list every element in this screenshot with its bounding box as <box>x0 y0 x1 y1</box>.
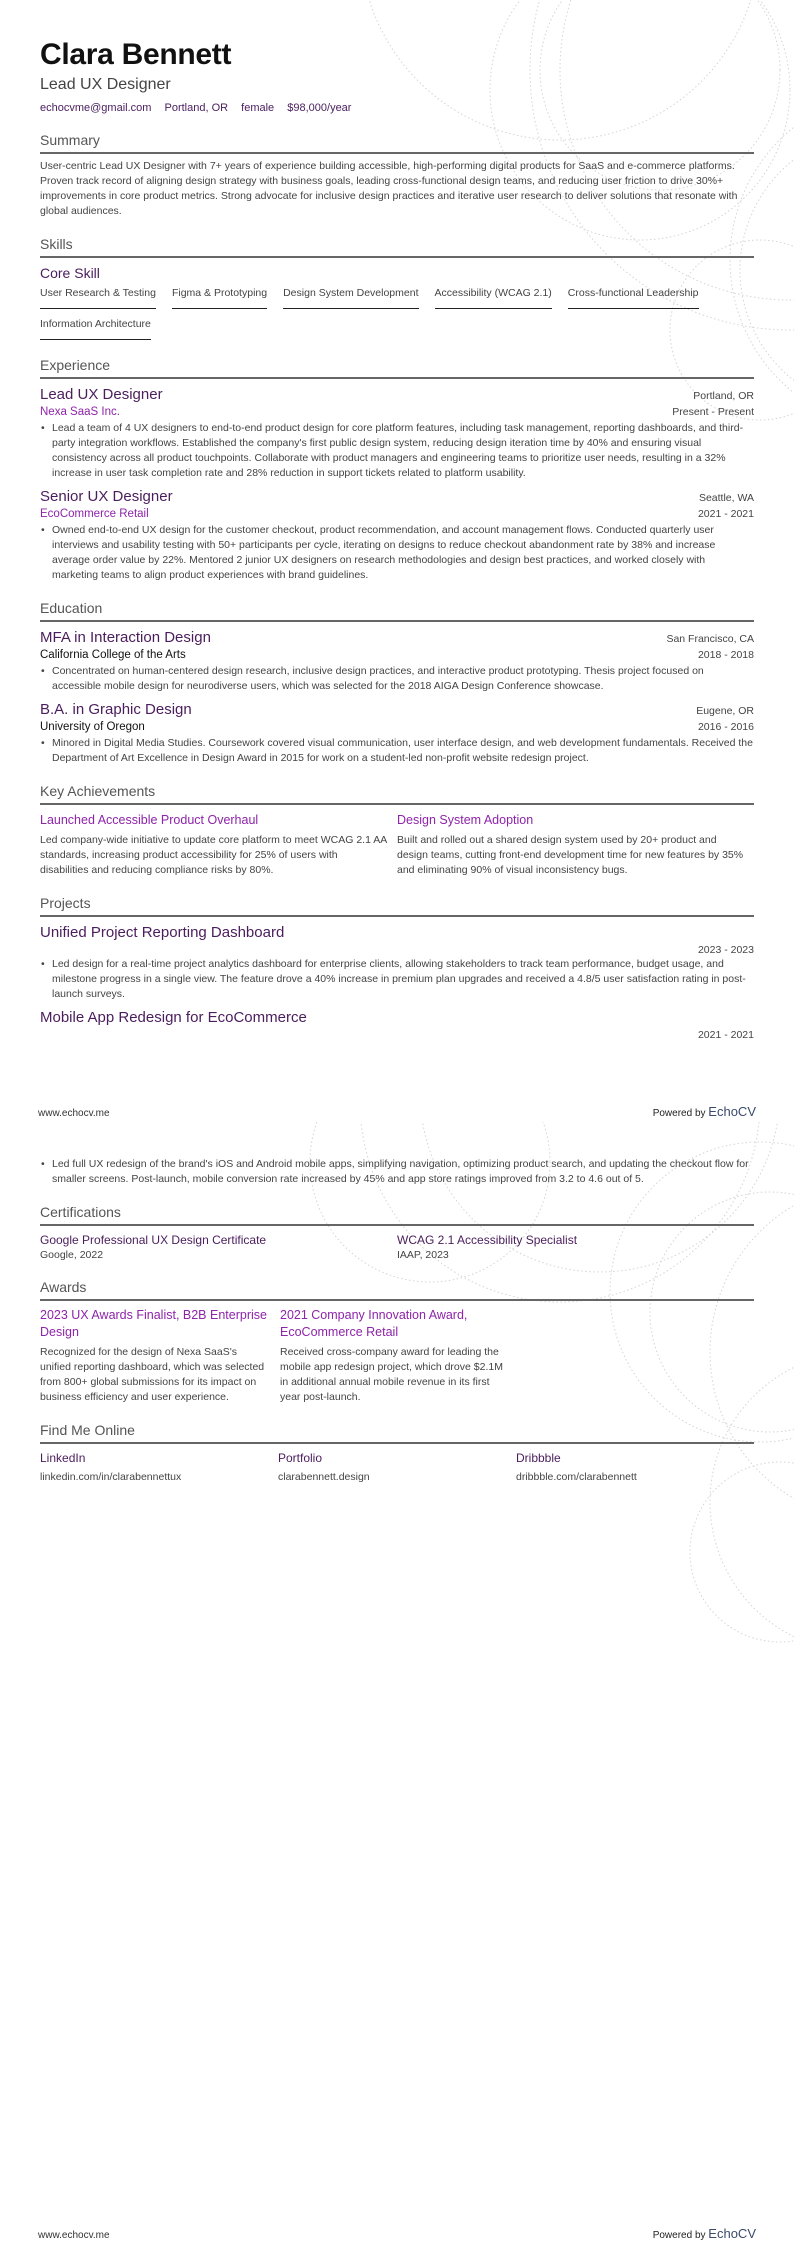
certification-item <box>397 1232 754 1262</box>
contact-gender: female <box>241 102 275 114</box>
certification-issuer: IAAP, 2023 <box>397 1249 449 1261</box>
experience-entry <box>40 385 754 481</box>
award-title: 2023 UX Awards Finalist, B2B Enterprise Design <box>40 1308 267 1339</box>
achievement-text: Built and rolled out a shared design system used by 20+ product and design teams, cutting front-end development time for new features by 35% and eliminating 90% of visual inconsistency bugs. <box>397 834 744 876</box>
project-title: Unified Project Reporting Dashboard <box>40 924 285 941</box>
section-heading: Summary <box>40 131 754 154</box>
achievement-item <box>397 811 754 878</box>
section-heading: Skills <box>40 235 754 258</box>
online-link-item <box>516 1450 754 1484</box>
achievement-item <box>40 811 397 878</box>
powered-by-label: Powered by <box>652 2230 709 2241</box>
education-bullet: • Concentrated on human-centered design research, inclusive design practices, and interactive product prototyping. Thesis project focused on accessible mobile design for neurodiverse users, which was selected for the 2018 AIGA Design Conference showcase. <box>40 664 754 694</box>
education-entry <box>40 700 754 766</box>
candidate-title: Lead UX Designer <box>40 76 171 93</box>
award-text: Received cross-company award for leading the mobile app redesign project, which drove $2.1M in additional annual mobile revenue in its first year post-launch. <box>280 1346 503 1403</box>
achievement-text: Led company-wide initiative to update core platform to meet WCAG 2.1 AA standards, increasing product accessibility for 25% of users with disabilities and reducing compliance risks by 80%. <box>40 834 387 876</box>
section-heading: Experience <box>40 356 754 379</box>
certifications-section <box>40 1203 754 1262</box>
online-link-item <box>278 1450 516 1484</box>
job-dates: 2021 - 2021 <box>697 508 754 520</box>
award-text: Recognized for the design of Nexa SaaS's unified reporting dashboard, which was selected from 800+ global submissions for its impact on business efficiency and user experience. <box>40 1346 265 1403</box>
education-bullet: • Minored in Digital Media Studies. Coursework covered visual communication, user interface design, and web development fundamentals. Received the Department of Art Excellence in Design Award in 2015 for work on a student-led non-profit website redesign project. <box>40 736 754 766</box>
skill-tag: User Research & Testing <box>40 286 156 309</box>
education-dates: 2018 - 2018 <box>697 649 754 661</box>
job-bullet: • Lead a team of 4 UX designers to end-to-end product design for core platform features, including task management, reporting dashboards, and third-party integration workflows. Established the company's first public design system, reducing design iteration time by 40% and ensuring visual consistency across all product touchpoints. Collaborate with product managers and engineering teams to prioritize user needs, resulting in a 32% increase in user task completion rate and 28% reduction in support tickets related to platform usability. <box>40 421 754 481</box>
section-heading: Projects <box>40 894 754 917</box>
project-title: Mobile App Redesign for EcoCommerce <box>40 1009 307 1026</box>
project-bullet: • Led full UX redesign of the brand's iOS and Android mobile apps, simplifying navigation, optimizing product search, and updating the checkout flow for smaller screens. Post-launch, mobile conversion rate increased by 45% and app store ratings improved from 3.2 to 4.6 out of 5. <box>40 1157 754 1187</box>
award-title: 2021 Company Innovation Award, EcoCommerce Retail <box>280 1308 468 1339</box>
brand-logo-text[interactable]: EchoCV <box>708 1104 756 1119</box>
school-location: San Francisco, CA <box>666 633 754 645</box>
experience-section <box>40 356 754 583</box>
project-dates: 2021 - 2021 <box>697 1029 754 1041</box>
link-label-linkedin: LinkedIn <box>40 1451 86 1465</box>
link-url-dribbble[interactable]: dribbble.com/clarabennett <box>516 1471 637 1483</box>
project-entry <box>40 923 754 1002</box>
project-bullet: • Led design for a real-time project analytics dashboard for enterprise clients, allowing stakeholders to track team performance, budget usage, and milestone progress in a single view. The feature drove a 40% increase in premium plan upgrades and received a 4.8/5 user satisfaction rating in post-launch surveys. <box>40 957 754 1002</box>
projects-section <box>40 894 754 1041</box>
certification-issuer: Google, 2022 <box>40 1249 104 1261</box>
job-company: Nexa SaaS Inc. <box>40 406 120 418</box>
section-heading: Education <box>40 599 754 622</box>
page-footer <box>38 2226 756 2241</box>
contact-email[interactable]: echocvme@gmail.com <box>40 102 152 114</box>
job-bullet: • Owned end-to-end UX design for the customer checkout, product recommendation, and account management flows. Conducted quarterly user interviews and usability testing with 50+ participants per cycle, iterating on designs to reduce checkout abandonment rate by 38% and increase average order value by 22%. Mentored 2 junior UX designers on research methodologies and design best practices, and worked closely with marketing teams to align product experiences with brand guidelines. <box>40 523 754 583</box>
job-location: Seattle, WA <box>698 492 754 504</box>
page-footer <box>38 1104 756 1119</box>
skill-tag: Accessibility (WCAG 2.1) <box>435 286 552 309</box>
summary-text: User-centric Lead UX Designer with 7+ years of experience building accessible, high-performing digital products for SaaS and e-commerce platforms. Proven track record of aligning design strategy with business goals, leading cross-functional design teams, and reducing user friction to drive 30%+ improvements in core product metrics. Strong advocate for inclusive design practices and iterative user research to deliver solutions that resonate with global audiences. <box>40 160 738 217</box>
job-company: EcoCommerce Retail <box>40 508 149 520</box>
achievement-title: Design System Adoption <box>397 813 534 827</box>
skill-tag: Cross-functional Leadership <box>568 286 699 309</box>
link-url-linkedin[interactable]: linkedin.com/in/clarabennettux <box>40 1471 182 1483</box>
skill-tag: Design System Development <box>283 286 418 309</box>
powered-by-label: Powered by <box>652 1108 709 1119</box>
online-link-item <box>40 1450 278 1484</box>
degree-title: MFA in Interaction Design <box>40 629 211 646</box>
job-location: Portland, OR <box>693 390 754 402</box>
certification-name: Google Professional UX Design Certificate <box>40 1233 267 1247</box>
candidate-name: Clara Bennett <box>40 38 232 71</box>
education-entry <box>40 628 754 694</box>
footer-powered-by <box>653 2226 756 2241</box>
achievement-title: Launched Accessible Product Overhaul <box>40 813 259 827</box>
awards-section <box>40 1278 754 1405</box>
section-heading: Awards <box>40 1278 754 1301</box>
skill-tag: Information Architecture <box>40 317 151 340</box>
contact-line <box>40 101 754 115</box>
award-item <box>280 1307 520 1405</box>
school-location: Eugene, OR <box>696 705 754 717</box>
online-section <box>40 1421 754 1484</box>
skills-section <box>40 235 754 348</box>
footer-powered-by <box>653 1104 756 1119</box>
skill-tag: Figma & Prototyping <box>172 286 267 309</box>
footer-site-link[interactable]: www.echocv.me <box>38 1108 110 1119</box>
education-section <box>40 599 754 766</box>
footer-site-link[interactable]: www.echocv.me <box>38 2230 110 2241</box>
skill-group-title: Core Skill <box>40 265 100 281</box>
resume-page-2 <box>0 1122 794 2246</box>
certification-name: WCAG 2.1 Accessibility Specialist <box>397 1233 578 1247</box>
section-heading: Find Me Online <box>40 1421 754 1444</box>
job-dates: Present - Present <box>672 406 754 418</box>
job-role: Lead UX Designer <box>40 386 163 403</box>
certification-item <box>40 1232 397 1262</box>
link-label-portfolio: Portfolio <box>278 1451 323 1465</box>
education-dates: 2016 - 2016 <box>697 721 754 733</box>
degree-title: B.A. in Graphic Design <box>40 701 192 718</box>
experience-entry <box>40 487 754 583</box>
contact-salary: $98,000/year <box>287 102 352 114</box>
project-entry <box>40 1008 754 1041</box>
job-role: Senior UX Designer <box>40 488 173 505</box>
school-name: California College of the Arts <box>40 649 186 661</box>
link-label-dribbble: Dribbble <box>516 1451 561 1465</box>
section-heading: Certifications <box>40 1203 754 1226</box>
school-name: University of Oregon <box>40 721 145 733</box>
brand-logo-text[interactable]: EchoCV <box>708 2226 756 2241</box>
section-heading: Key Achievements <box>40 782 754 805</box>
contact-location: Portland, OR <box>164 102 229 114</box>
project-dates: 2023 - 2023 <box>697 944 754 956</box>
summary-section <box>40 131 754 219</box>
award-item <box>40 1307 280 1405</box>
link-url-portfolio[interactable]: clarabennett.design <box>278 1471 370 1483</box>
skill-list <box>40 286 754 348</box>
resume-page-1 <box>0 0 794 1122</box>
achievements-section <box>40 782 754 878</box>
